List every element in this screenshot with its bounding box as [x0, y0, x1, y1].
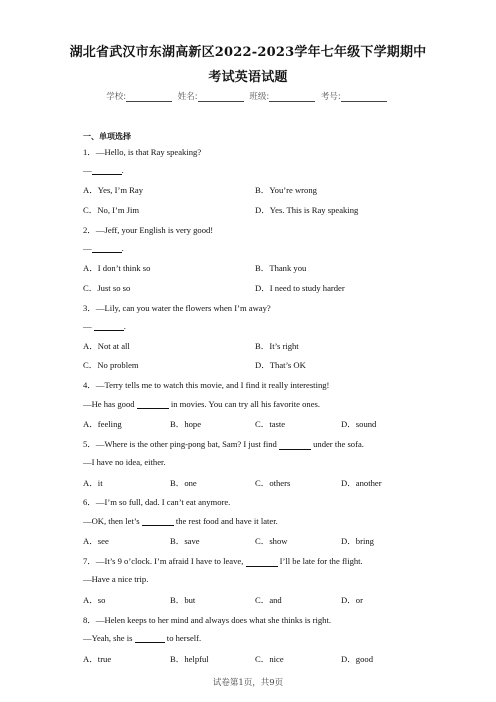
question-1-option-a: A．Yes, I’m Ray [83, 185, 144, 195]
exam-title-line1: 湖北省武汉市东湖高新区2022-2023学年七年级下学期期中 [69, 45, 427, 60]
question-6-option-b: B．save [170, 536, 200, 546]
question-7-option-d: D．or [341, 595, 363, 605]
exam-title-line2: 考试英语试题 [208, 70, 288, 85]
question-1-option-b: B．You’re wrong [255, 185, 317, 195]
question-8-option-a: A．true [83, 654, 112, 664]
question-4-line2: —He has good in movies. You can try all his favorite ones. [83, 399, 321, 409]
section-title: 一、单项选择 [83, 132, 131, 141]
name-label: 姓名: [177, 92, 198, 102]
question-5-stem: 5．—Where is the other ping-pong bat, Sam? I just find under the sofa. [83, 439, 364, 449]
question-2-option-c: C．Just so so [83, 283, 131, 293]
question-4-option-c: C．taste [255, 419, 286, 429]
question-3-option-b: B．It’s right [255, 341, 299, 351]
question-7-option-b: B．but [170, 595, 196, 605]
question-6-stem: 6．—I’m so full, dad. I can’t eat anymore. [83, 497, 231, 507]
question-2-option-b: B．Thank you [255, 263, 307, 273]
exam-number-blank [341, 92, 387, 102]
question-3-answer-line: — . [83, 321, 126, 331]
question-8-stem: 8．—Helen keeps to her mind and always does what she thinks is right. [83, 615, 331, 625]
question-7-option-a: A．so [83, 595, 106, 605]
exam-number-label: 考号: [320, 92, 341, 102]
question-8-option-c: C．nice [255, 654, 284, 664]
question-8-option-d: D．good [341, 654, 373, 664]
class-label: 班级: [249, 92, 270, 102]
question-1-stem: 1．—Hello, is that Ray speaking? [83, 147, 202, 157]
name-blank [198, 92, 244, 102]
page-footer: 试卷第1页，共9页 [212, 678, 284, 688]
question-4-option-a: A．feeling [83, 419, 122, 429]
question-6-option-d: D．bring [341, 536, 374, 546]
student-info-line [0, 90, 496, 102]
question-1-answer-line: — . [83, 165, 124, 175]
question-6-option-c: C．show [255, 536, 288, 546]
question-2-stem: 2．—Jeff, your English is very good! [83, 225, 214, 235]
school-label: 学校: [106, 92, 127, 102]
question-3-option-a: A．Not at all [83, 341, 130, 351]
question-2-answer-line: — . [83, 243, 124, 253]
school-blank [126, 92, 172, 102]
question-7-line2: —Have a nice trip. [83, 574, 149, 584]
question-1-option-d: D．Yes. This is Ray speaking [255, 205, 359, 215]
question-5-option-d: D．another [341, 478, 382, 488]
question-5-option-a: A．it [83, 478, 103, 488]
question-5-option-c: C．others [255, 478, 291, 488]
question-4-option-b: B．hope [170, 419, 202, 429]
question-6-line2: —OK, then let’s the rest food and have it later. [83, 516, 278, 526]
question-7-stem: 7．—It’s 9 o’clock. I’m afraid I have to leave, I’ll be late for the flight. [83, 556, 363, 566]
question-3-option-c: C．No problem [83, 360, 139, 370]
question-7-option-c: C．and [255, 595, 282, 605]
question-2-option-d: D．I need to study harder [255, 283, 345, 293]
question-3-option-d: D．That’s OK [255, 360, 306, 370]
class-blank [269, 92, 315, 102]
question-2-option-a: A．I don’t think so [83, 263, 151, 273]
question-5-line2: —I have no idea, either. [83, 457, 166, 467]
question-1-option-c: C．No, I’m Jim [83, 205, 140, 215]
question-3-stem: 3．—Lily, can you water the flowers when I’m away? [83, 303, 271, 313]
question-8-line2: —Yeah, she is to herself. [83, 633, 202, 643]
question-6-option-a: A．see [83, 536, 109, 546]
question-5-option-b: B．one [170, 478, 197, 488]
question-4-option-d: D．sound [341, 419, 377, 429]
question-8-option-b: B．helpful [170, 654, 209, 664]
question-4-stem: 4．—Terry tells me to watch this movie, and I find it really interesting! [83, 380, 330, 390]
